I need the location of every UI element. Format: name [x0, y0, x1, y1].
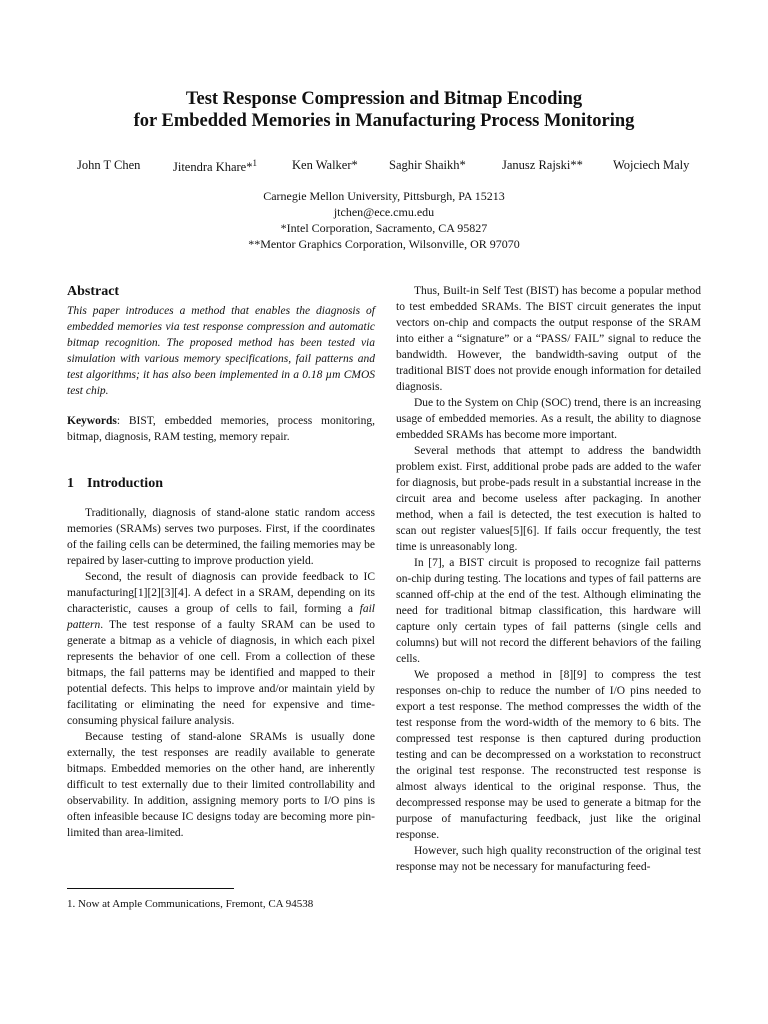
section-heading: [67, 475, 375, 493]
body-paragraph: Traditionally, diagnosis of stand-alone static random access memories (SRAMs) serves two purposes. First, if the coordinates of the failing cells can be determined, the failing memories may be repaired by laser-cutting to improve production yield.: [67, 507, 375, 567]
author-name: Ken Walker*: [292, 158, 358, 172]
author-name: Saghir Shaikh*: [389, 158, 466, 172]
keywords-label: Keywords: [67, 415, 117, 427]
author-name: Janusz Rajski**: [502, 158, 583, 172]
title-line: Test Response Compression and Bitmap Encoding: [185, 89, 583, 109]
body-paragraph: Because testing of stand-alone SRAMs is usually done externally, the test responses are readily available to generate bitmaps. Embedded memories on the other hand, are inherently difficult to test externally due to their limited controllability and observability. In addition, assigning memory ports to I/O pins is often infeasible because IC designs today are becoming more pin-limited than area-limited.: [67, 731, 375, 839]
affiliation-line: *Intel Corporation, Sacramento, CA 95827: [280, 221, 488, 235]
author-email: jtchen@ece.cmu.edu: [333, 205, 435, 219]
footnote-marker: 1: [252, 158, 257, 168]
title-line: for Embedded Memories in Manufacturing Process Monitoring: [133, 111, 635, 131]
abstract-heading: Abstract: [67, 284, 120, 299]
author-name: John T Chen: [77, 158, 141, 172]
author-name: Jitendra Khare*$^1$: [173, 158, 257, 175]
keywords-text: : BIST, embedded memories, process monitoring, bitmap, diagnosis, RAM testing, memory repair.: [67, 415, 375, 443]
body-paragraph: We proposed a method in [8][9] to compress the test responses on-chip to reduce the number of I/O pins needed to export a test response. The method compresses the width of the test response from the word-width of the memory to 6 bits. The compressed test response is then captured during production testing and can be decompressed on a workstation to reconstruct the original test response. The reconstructed test response is almost always identical to the original response. Thus, the decompressed response may be used to generate a bitmap for the purpose of manufacturing feedback, just like the original response.: [396, 669, 701, 841]
author-list: [0, 158, 768, 176]
author-name: Wojciech Maly: [613, 158, 690, 172]
footnote: 1. Now at Ample Communications, Fremont, CA 94538: [67, 898, 314, 910]
abstract-text: This paper introduces a method that enables the diagnosis of embedded memories via test response compression and automatic bitmap recognition. The proposed method has been tested via simulation with various memory specifications, fail patterns and test algorithms; it has also been implemented in a 0.18 µm CMOS test chip.: [67, 305, 375, 397]
section-number: 1: [67, 476, 74, 491]
section-title: Introduction: [87, 476, 163, 491]
affiliation-line: Carnegie Mellon University, Pittsburgh, PA 15213: [263, 189, 505, 203]
body-paragraph: Thus, Built-in Self Test (BIST) has become a popular method to test embedded SRAMs. The BIST circuit generates the input vectors on-chip and compacts the output response of the SRAM into either a “signature” or a “PASS/ FAIL” signal to reduce the bandwidth. However, the bandwidth-saving output of the traditional BIST does not provide enough information for detailed diagnosis.: [396, 285, 701, 393]
left-column: [67, 283, 375, 841]
affiliation-line: **Mentor Graphics Corporation, Wilsonville, OR 97070: [248, 237, 520, 251]
footnote-divider: [67, 888, 234, 889]
body-paragraph: Several methods that attempt to address the bandwidth problem exist. First, additional probe pads are added to the wafer for diagnosis, but probe-pads result in a substantial increase in the circuit area and become useless after packaging. In another method, when a fail is detected, the test execution is halted to scan out register values[5][6]. If fails occur frequently, the test time is unreasonably long.: [396, 445, 701, 553]
affiliations: [0, 188, 768, 252]
body-paragraph: Second, the result of diagnosis can provide feedback to IC manufacturing[1][2][3][4]. A defect in a SRAM, depending on its characteristic, causes a group of cells to fail, forming a fail pattern. The test response of a faulty SRAM can be used to generate a bitmap as a vehicle of diagnosis, in which each pixel represents the behavior of one cell. From a collection of these bitmaps, the fail patterns may be identified and mapped to their potential defects. This helps to improve and/or maintain yield by facilitating or eliminating the need for expensive and time-consuming physical failure analysis.: [67, 571, 375, 727]
right-column: [396, 283, 701, 875]
body-paragraph: Due to the System on Chip (SOC) trend, there is an increasing usage of embedded memories. As a result, the ability to diagnose embedded SRAMs has become more important.: [396, 397, 701, 441]
paper-title: [0, 88, 768, 132]
keywords: [67, 413, 375, 445]
body-paragraph: In [7], a BIST circuit is proposed to recognize fail patterns on-chip during testing. The locations and types of fail patterns are scanned off-chip at the end of the test. Although eliminating the need for traditional bitmap classification, this hardware will capture only certain types of fail patterns (single cells and columns) but will not record the different behaviors of the failing cells.: [396, 557, 701, 665]
emphasis-text: fail pattern: [67, 603, 375, 631]
body-paragraph: However, such high quality reconstruction of the original test response may not be necessary for manufacturing feed-: [396, 845, 701, 873]
